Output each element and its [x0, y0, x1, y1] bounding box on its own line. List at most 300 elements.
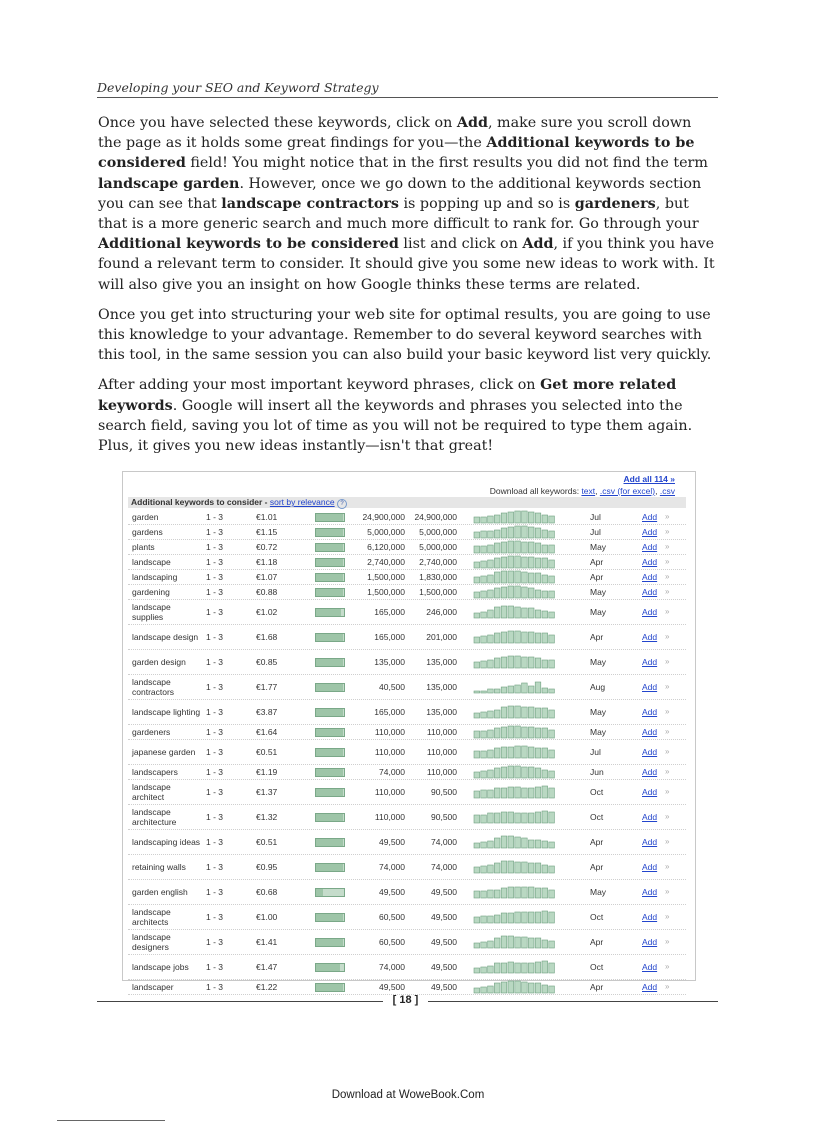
keyword-cell: garden	[132, 512, 159, 522]
more-icon[interactable]: »	[665, 632, 670, 641]
trend-bar	[528, 983, 534, 993]
trend-bar	[515, 656, 521, 668]
trend-bar	[494, 689, 500, 693]
trend-bar	[549, 912, 555, 923]
high-month-cell: Apr	[590, 557, 604, 567]
more-icon[interactable]: »	[665, 572, 670, 581]
cpc-cell: €1.77	[256, 682, 278, 692]
add-keyword-link[interactable]: Add	[642, 787, 658, 797]
keyword-cell: landscape design	[132, 632, 199, 642]
trend-bar	[515, 787, 521, 798]
scan-mark	[57, 1120, 165, 1124]
more-icon[interactable]: »	[665, 512, 670, 521]
paragraph-3: After adding your most important keyword phrases, click on Get more related keywords. Google will insert all the keywords and phrases you selected into the search field, saving you lot of time as you will not be required to type them again. Plus, it gives you new ideas instantly—isn't that great!	[98, 377, 693, 455]
cpc-cell: €1.00	[256, 912, 278, 922]
high-month-cell: Jun	[590, 767, 604, 777]
global-volume-cell: 49,500	[379, 837, 405, 847]
competition-cell: 1 - 3	[206, 837, 224, 847]
trend-bar	[481, 561, 487, 568]
trend-bar	[522, 788, 528, 798]
global-volume-cell: 1,500,000	[367, 572, 405, 582]
trend-bar	[488, 966, 494, 973]
trend-bar	[549, 963, 555, 973]
trend-bar	[522, 632, 528, 643]
competition-bar	[315, 938, 345, 947]
trend-bar	[542, 888, 548, 898]
more-icon[interactable]: »	[665, 682, 670, 691]
cpc-cell: €0.51	[256, 747, 278, 757]
keyword-cell: plants	[132, 542, 155, 552]
competition-cell: 1 - 3	[206, 862, 224, 872]
trend-sparkline	[474, 765, 556, 778]
competition-cell: 1 - 3	[206, 937, 224, 947]
high-month-cell: Jul	[590, 527, 601, 537]
global-volume-cell: 6,120,000	[367, 542, 405, 552]
high-month-cell: Apr	[590, 632, 604, 642]
keyword-cell: landscape designers	[132, 932, 171, 952]
trend-bar	[549, 591, 555, 598]
download-keywords-bar: Download all keywords: text, .csv (for excel), .csv	[489, 486, 675, 496]
trend-bar	[488, 750, 494, 758]
trend-bar	[494, 813, 500, 823]
trend-bar	[515, 963, 521, 973]
trend-bar	[481, 842, 487, 848]
trend-bar	[508, 962, 514, 973]
trend-bar	[549, 560, 555, 568]
trend-bar	[522, 572, 528, 583]
add-keyword-link[interactable]: Add	[642, 747, 658, 757]
trend-bar	[522, 727, 528, 738]
trend-bar	[474, 891, 480, 898]
paragraph-2: Once you get into structuring your web site for optimal results, you are going to use this knowledge to your advantage. Remember to do several keyword searches with this tool, in the same session you can also build your basic keyword list very quickly.	[98, 306, 712, 364]
add-keyword-link[interactable]: Add	[642, 632, 658, 642]
competition-bar	[315, 528, 345, 537]
trend-bar	[494, 658, 500, 668]
more-icon[interactable]: »	[665, 657, 670, 666]
cpc-cell: €1.32	[256, 812, 278, 822]
trend-bar	[528, 707, 534, 718]
more-icon[interactable]: »	[665, 707, 670, 716]
global-volume-cell: 165,000	[374, 632, 405, 642]
trend-sparkline	[474, 860, 556, 873]
keyword-cell: landscape architecture	[132, 807, 177, 827]
trend-bar	[501, 936, 507, 948]
competition-cell: 1 - 3	[206, 912, 224, 922]
trend-bar	[474, 592, 480, 598]
keyword-cell: gardens	[132, 527, 163, 537]
trend-bar	[474, 815, 480, 823]
local-volume-cell: 201,000	[426, 632, 457, 642]
trend-bar	[542, 611, 548, 618]
trend-bar	[542, 515, 548, 523]
more-icon[interactable]: »	[665, 862, 670, 871]
trend-bar	[549, 986, 555, 993]
trend-bar	[528, 963, 534, 973]
trend-bar	[501, 632, 507, 643]
trend-bar	[488, 689, 494, 693]
competition-bar	[315, 728, 345, 737]
trend-bar	[488, 890, 494, 898]
trend-bar	[494, 915, 500, 923]
trend-bar	[474, 772, 480, 778]
more-icon[interactable]: »	[665, 747, 670, 756]
keyword-table	[128, 510, 686, 995]
trend-bar	[474, 731, 480, 738]
global-volume-cell: 165,000	[374, 607, 405, 617]
trend-bar	[494, 572, 500, 583]
trend-bar	[501, 606, 507, 618]
more-icon[interactable]: »	[665, 587, 670, 596]
add-keyword-link[interactable]: Add	[642, 937, 658, 947]
trend-bar	[542, 961, 548, 973]
more-icon[interactable]: »	[665, 527, 670, 536]
local-volume-cell: 90,500	[431, 787, 457, 797]
cpc-cell: €0.95	[256, 862, 278, 872]
global-volume-cell: 110,000	[374, 787, 405, 797]
high-month-cell: Apr	[590, 572, 604, 582]
add-keyword-link[interactable]: Add	[642, 962, 658, 972]
trend-bar	[528, 912, 534, 923]
trend-bar	[508, 631, 514, 643]
trend-bar	[488, 916, 494, 923]
more-icon[interactable]: »	[665, 812, 670, 821]
trend-bar	[528, 512, 534, 523]
local-volume-cell: 74,000	[431, 862, 457, 872]
competition-cell: 1 - 3	[206, 747, 224, 757]
global-volume-cell: 60,500	[379, 937, 405, 947]
high-month-cell: Apr	[590, 837, 604, 847]
trend-bar	[515, 685, 521, 693]
table-row	[128, 625, 686, 650]
trend-bar	[508, 686, 514, 693]
trend-bar	[494, 588, 500, 598]
download-csv-excel-link[interactable]: .csv (for excel)	[599, 486, 656, 496]
competition-cell: 1 - 3	[206, 982, 224, 992]
global-volume-cell: 49,500	[379, 982, 405, 992]
trend-bar	[549, 750, 555, 758]
add-keyword-link[interactable]: Add	[642, 527, 658, 537]
paragraph-1: Once you have selected these keywords, click on Add, make sure you scroll down the page as it holds some great findings for you—the Additional keywords to be considered field! You might notice that in the first results you did not find the term landscape garden. However, once we go down to the additional keywords section you can see that landscape contractors is popping up and so is gardeners, but that is a more generic search and much more difficult to rank for. Go through your Additional keywords to be considered list and click on Add, if you think you have found a relevant term to consider. It should give you some new ideas to work with. It will also give you an insight on how Google thinks these terms are related.	[98, 115, 715, 293]
competition-bar	[315, 708, 345, 717]
trend-bar	[501, 707, 507, 718]
download-csv-link[interactable]: .csv	[659, 486, 675, 496]
trend-bar	[522, 526, 528, 538]
trend-bar	[515, 862, 521, 873]
trend-bar	[542, 660, 548, 668]
local-volume-cell: 49,500	[431, 912, 457, 922]
competition-cell: 1 - 3	[206, 682, 224, 692]
trend-sparkline	[474, 960, 556, 973]
trend-bar	[474, 751, 480, 758]
trend-bar	[549, 545, 555, 553]
trend-bar	[535, 513, 541, 523]
trend-sparkline	[474, 555, 556, 568]
trend-bar	[488, 531, 494, 538]
trend-bar	[474, 662, 480, 668]
table-row	[128, 555, 686, 570]
trend-bar	[528, 887, 534, 898]
trend-bar	[501, 982, 507, 993]
high-month-cell: Oct	[590, 812, 604, 822]
add-keyword-link[interactable]: Add	[642, 682, 658, 692]
global-volume-cell: 110,000	[374, 747, 405, 757]
trend-bar	[481, 636, 487, 643]
add-all-link[interactable]: Add all 114 »	[623, 474, 675, 484]
more-icon[interactable]: »	[665, 557, 670, 566]
trend-bar	[515, 541, 521, 553]
table-row	[128, 540, 686, 555]
more-icon[interactable]: »	[665, 787, 670, 796]
trend-bar	[549, 576, 555, 583]
cpc-cell: €1.64	[256, 727, 278, 737]
trend-bar	[542, 985, 548, 993]
global-volume-cell: 165,000	[374, 707, 405, 717]
trend-bar	[522, 887, 528, 898]
competition-bar	[315, 983, 345, 992]
trend-bar	[535, 590, 541, 598]
competition-cell: 1 - 3	[206, 527, 224, 537]
trend-bar	[494, 515, 500, 523]
global-volume-cell: 110,000	[374, 727, 405, 737]
table-row	[128, 955, 686, 980]
trend-bar	[535, 840, 541, 848]
trend-bar	[508, 556, 514, 568]
trend-bar	[488, 660, 494, 668]
trend-sparkline	[474, 605, 556, 618]
trend-bar	[501, 587, 507, 598]
trend-bar	[542, 748, 548, 758]
keyword-cell: gardening	[132, 587, 170, 597]
keyword-cell: landscaping ideas	[132, 837, 201, 847]
trend-bar	[481, 866, 487, 873]
trend-bar	[481, 546, 487, 553]
add-keyword-link[interactable]: Add	[642, 727, 658, 737]
more-icon[interactable]: »	[665, 982, 670, 991]
trend-bar	[481, 691, 487, 693]
keyword-cell: landscape supplies	[132, 602, 171, 622]
trend-bar	[535, 787, 541, 798]
competition-cell: 1 - 3	[206, 542, 224, 552]
cpc-cell: €1.41	[256, 937, 278, 947]
add-keyword-link[interactable]: Add	[642, 912, 658, 922]
trend-bar	[535, 658, 541, 668]
table-row	[128, 765, 686, 780]
competition-bar	[315, 658, 345, 667]
trend-bar	[515, 887, 521, 898]
add-keyword-link[interactable]: Add	[642, 862, 658, 872]
trend-bar	[508, 836, 514, 848]
trend-bar	[494, 963, 500, 973]
trend-bar	[535, 558, 541, 568]
trend-bar	[501, 747, 507, 758]
sort-by-relevance-link[interactable]: sort by relevance	[269, 497, 335, 507]
competition-bar	[315, 608, 345, 617]
trend-bar	[501, 888, 507, 898]
add-keyword-link[interactable]: Add	[642, 982, 658, 992]
high-month-cell: May	[590, 607, 607, 617]
trend-bar	[488, 941, 494, 948]
competition-cell: 1 - 3	[206, 727, 224, 737]
trend-bar	[474, 532, 480, 538]
competition-cell: 1 - 3	[206, 962, 224, 972]
trend-bar	[535, 528, 541, 538]
more-icon[interactable]: »	[665, 727, 670, 736]
add-keyword-link[interactable]: Add	[642, 572, 658, 582]
global-volume-cell: 110,000	[374, 812, 405, 822]
trend-bar	[535, 728, 541, 738]
high-month-cell: May	[590, 727, 607, 737]
global-volume-cell: 5,000,000	[367, 527, 405, 537]
trend-bar	[528, 938, 534, 948]
local-volume-cell: 49,500	[431, 982, 457, 992]
local-volume-cell: 49,500	[431, 962, 457, 972]
add-keyword-link[interactable]: Add	[642, 512, 658, 522]
trend-bar	[549, 516, 555, 523]
table-row	[128, 525, 686, 540]
more-icon[interactable]: »	[665, 542, 670, 551]
add-keyword-link[interactable]: Add	[642, 812, 658, 822]
trend-sparkline	[474, 630, 556, 643]
global-volume-cell: 40,500	[379, 682, 405, 692]
trend-bar	[515, 837, 521, 848]
keyword-cell: landscape	[132, 557, 171, 567]
trend-bar	[488, 730, 494, 738]
more-icon[interactable]: »	[665, 887, 670, 896]
trend-bar	[501, 513, 507, 523]
add-keyword-link[interactable]: Add	[642, 607, 658, 617]
more-icon[interactable]: »	[665, 607, 670, 616]
trend-sparkline	[474, 885, 556, 898]
table-row	[128, 700, 686, 725]
cpc-cell: €1.68	[256, 632, 278, 642]
trend-sparkline	[474, 785, 556, 798]
trend-bar	[481, 576, 487, 583]
trend-bar	[535, 573, 541, 583]
trend-bar	[481, 815, 487, 823]
trend-bar	[528, 608, 534, 618]
trend-bar	[528, 542, 534, 553]
trend-bar	[535, 938, 541, 948]
more-icon[interactable]: »	[665, 912, 670, 921]
competition-bar	[315, 748, 345, 757]
trend-bar	[535, 610, 541, 618]
competition-cell: 1 - 3	[206, 587, 224, 597]
trend-bar	[474, 691, 480, 693]
more-icon[interactable]: »	[665, 837, 670, 846]
trend-bar	[515, 912, 521, 923]
competition-bar	[315, 788, 345, 797]
trend-bar	[494, 530, 500, 538]
add-keyword-link[interactable]: Add	[642, 887, 658, 897]
trend-bar	[501, 788, 507, 798]
high-month-cell: Apr	[590, 937, 604, 947]
table-row	[128, 905, 686, 930]
download-text-link[interactable]: text	[581, 486, 596, 496]
table-row	[128, 510, 686, 525]
trend-bar	[494, 788, 500, 798]
trend-sparkline	[474, 525, 556, 538]
trend-bar	[488, 545, 494, 553]
cpc-cell: €0.72	[256, 542, 278, 552]
trend-sparkline	[474, 705, 556, 718]
trend-bar	[494, 710, 500, 718]
trend-bar	[494, 728, 500, 738]
trend-bar	[528, 557, 534, 568]
competition-cell: 1 - 3	[206, 887, 224, 897]
competition-cell: 1 - 3	[206, 812, 224, 822]
add-keyword-link[interactable]: Add	[642, 557, 658, 567]
global-volume-cell: 74,000	[379, 767, 405, 777]
competition-cell: 1 - 3	[206, 572, 224, 582]
trend-bar	[488, 635, 494, 643]
competition-bar	[315, 683, 345, 692]
add-keyword-link[interactable]: Add	[642, 837, 658, 847]
cpc-cell: €1.18	[256, 557, 278, 567]
trend-bar	[542, 708, 548, 718]
trend-bar	[522, 707, 528, 718]
trend-bar	[535, 748, 541, 758]
trend-bar	[528, 813, 534, 823]
competition-bar	[315, 633, 345, 642]
trend-bar	[515, 556, 521, 568]
trend-bar	[522, 587, 528, 598]
trend-bar	[481, 517, 487, 523]
add-keyword-link[interactable]: Add	[642, 542, 658, 552]
add-keyword-link[interactable]: Add	[642, 587, 658, 597]
add-keyword-link[interactable]: Add	[642, 657, 658, 667]
local-volume-cell: 90,500	[431, 812, 457, 822]
high-month-cell: Oct	[590, 912, 604, 922]
local-volume-cell: 49,500	[431, 887, 457, 897]
table-row	[128, 830, 686, 855]
competition-bar	[315, 513, 345, 522]
trend-bar	[508, 936, 514, 948]
trend-bar	[481, 591, 487, 598]
keyword-cell: gardeners	[132, 727, 171, 737]
trend-bar	[481, 916, 487, 923]
trend-bar	[481, 942, 487, 948]
trend-bar	[542, 633, 548, 643]
trend-bar	[535, 812, 541, 823]
add-keyword-link[interactable]: Add	[642, 707, 658, 717]
competition-cell: 1 - 3	[206, 632, 224, 642]
competition-cell: 1 - 3	[206, 512, 224, 522]
more-icon[interactable]: »	[665, 962, 670, 971]
trend-bar	[515, 981, 521, 993]
trend-bar	[515, 571, 521, 583]
trend-bar	[508, 706, 514, 718]
keyword-cell: garden english	[132, 887, 188, 897]
trend-bar	[501, 913, 507, 923]
trend-sparkline	[474, 585, 556, 598]
help-icon[interactable]: ?	[337, 499, 347, 509]
add-keyword-link[interactable]: Add	[642, 767, 658, 777]
trend-bar	[549, 612, 555, 618]
trend-sparkline	[474, 910, 556, 923]
trend-sparkline	[474, 725, 556, 738]
trend-bar	[528, 686, 534, 693]
competition-bar	[315, 588, 345, 597]
more-icon[interactable]: »	[665, 937, 670, 946]
trend-bar	[528, 527, 534, 538]
trend-bar	[494, 863, 500, 873]
cpc-cell: €1.15	[256, 527, 278, 537]
trend-bar	[549, 771, 555, 778]
trend-sparkline	[474, 540, 556, 553]
high-month-cell: May	[590, 707, 607, 717]
trend-bar	[522, 963, 528, 973]
more-icon[interactable]: »	[665, 767, 670, 776]
